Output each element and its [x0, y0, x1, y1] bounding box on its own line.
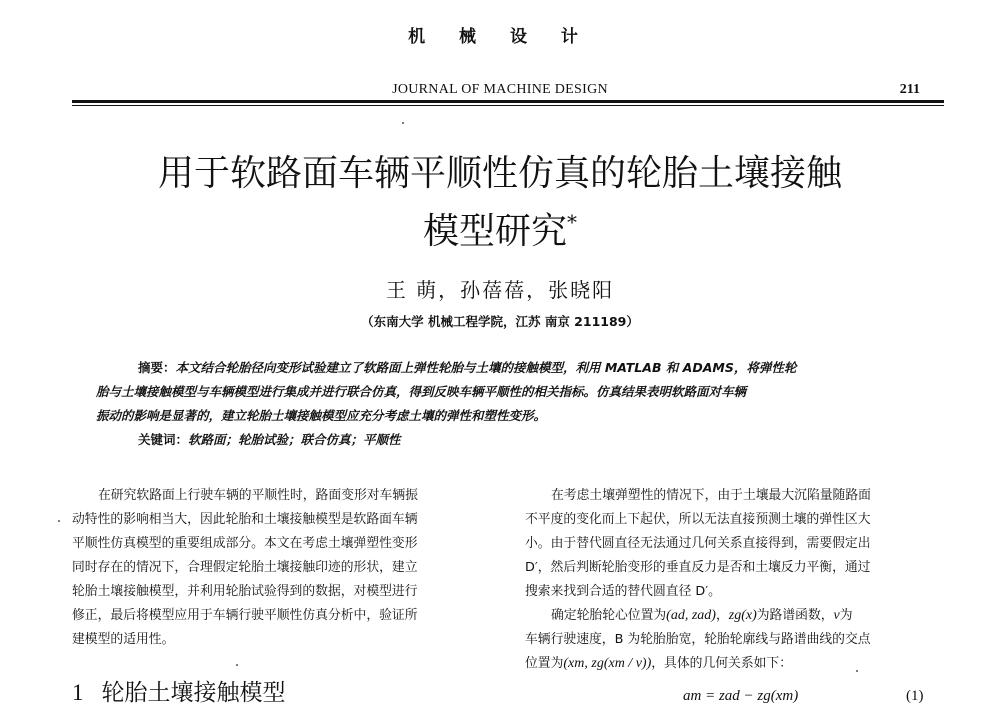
- keywords-text: 软路面；轮胎试验；联合仿真；平顺性: [188, 432, 401, 447]
- body-text: ，: [715, 608, 729, 623]
- section-title: 轮胎土壤接触模型: [101, 680, 286, 706]
- body-line: 搜索来找到合适的替代圆直径 D′。: [525, 584, 721, 599]
- math-inline: zg(x): [728, 608, 757, 623]
- abstract-line: 胎与土壤接触模型与车辆模型进行集成并进行联合仿真，得到反映车辆平顺性的相关指标。仿真结果表明软路面对车辆: [96, 384, 747, 399]
- equation: am = zad − zg(xm): [683, 688, 799, 704]
- body-line: 轮胎土壤接触模型，并利用轮胎试验得到的数据，对模型进行: [72, 584, 418, 599]
- body-line: 车辆行驶速度，B 为轮胎胎宽，轮胎轮廓线与路谱曲线的交点: [525, 632, 871, 647]
- page-number: 211: [899, 82, 920, 97]
- section-number: 1: [72, 680, 84, 705]
- title-line-2-text: 模型研究: [422, 211, 567, 252]
- body-text: ，具体的几何关系如下：: [651, 656, 793, 671]
- body-line: 在考虑土壤弹塑性的情况下，由于土壤最大沉陷量随路面: [551, 488, 871, 503]
- title-footnote-mark: *: [567, 210, 577, 234]
- affiliation: （东南大学 机械工程学院，江苏 南京 211189）: [361, 314, 639, 329]
- body-line: 不平度的变化而上下起伏，所以无法直接预测土壤的弹性区大: [525, 512, 871, 527]
- title-line-2: [0, 198, 1000, 256]
- title-line-1: 用于软路面车辆平顺性仿真的轮胎土壤接触: [157, 153, 842, 194]
- body-line: 建模型的适用性。: [72, 632, 175, 647]
- abstract: [96, 356, 916, 452]
- author-list: 王 萌，孙蓓蓓，张晓阳: [385, 278, 615, 302]
- scan-speck: [856, 670, 858, 672]
- math-inline: v: [833, 608, 840, 623]
- journal-title-en: JOURNAL OF MACHINE DESIGN: [392, 82, 608, 97]
- paper-title: [0, 150, 1000, 256]
- body-line: 小。由于替代圆直径无法通过几何关系直接得到，需要假定出: [525, 536, 871, 551]
- left-column: [72, 484, 492, 652]
- body-line: [525, 652, 945, 676]
- abstract-line: 振动的影响是显著的，建立轮胎土壤接触模型应充分考虑土壤的弹性和塑性变形。: [96, 408, 547, 423]
- body-line: 修正，最后将模型应用于车辆行驶平顺性仿真分析中，验证所: [72, 608, 418, 623]
- scan-speck: [58, 520, 60, 522]
- body-text: 为路谱函数，: [756, 608, 834, 623]
- header-rule-thick: [72, 100, 944, 103]
- math-inline: (xm, zg(xm / v)): [563, 656, 652, 671]
- right-column: [525, 484, 945, 676]
- keywords-line: [96, 428, 916, 452]
- journal-title-cn: 机 械 设 计: [408, 27, 592, 47]
- abstract-line: [96, 356, 916, 380]
- body-line: 平顺性仿真模型的重要组成部分。本文在考虑土壤弹塑性变形: [72, 536, 418, 551]
- scan-speck: [402, 122, 404, 124]
- body-text: 位置为: [525, 656, 564, 671]
- abstract-label: 摘要：: [138, 360, 176, 375]
- body-line: D′，然后判断轮胎变形的垂直反力是否和土壤反力平衡，通过: [525, 560, 871, 575]
- body-line: 同时存在的情况下，合理假定轮胎土壤接触印迹的形状，建立: [72, 560, 418, 575]
- body-line: 在研究软路面上行驶车辆的平顺性时，路面变形对车辆振: [98, 488, 418, 503]
- keywords-label: 关键词：: [138, 432, 189, 447]
- body-text: 为: [839, 608, 853, 623]
- body-line: 动特性的影响相当大，因此轮胎和土壤接触模型是软路面车辆: [72, 512, 418, 527]
- math-inline: (ad, zad): [666, 608, 716, 623]
- equation-number: (1): [906, 688, 924, 704]
- abstract-text: 本文结合轮胎径向变形试验建立了软路面上弹性轮胎与土壤的接触模型，利用 MATLAB 和 ADAMS，将弹性轮: [175, 360, 797, 375]
- header-rule-thin: [72, 105, 944, 106]
- body-line: [525, 604, 945, 628]
- scan-speck: [236, 664, 238, 666]
- body-text: 确定轮胎轮心位置为: [551, 608, 667, 623]
- section-heading: [72, 674, 286, 707]
